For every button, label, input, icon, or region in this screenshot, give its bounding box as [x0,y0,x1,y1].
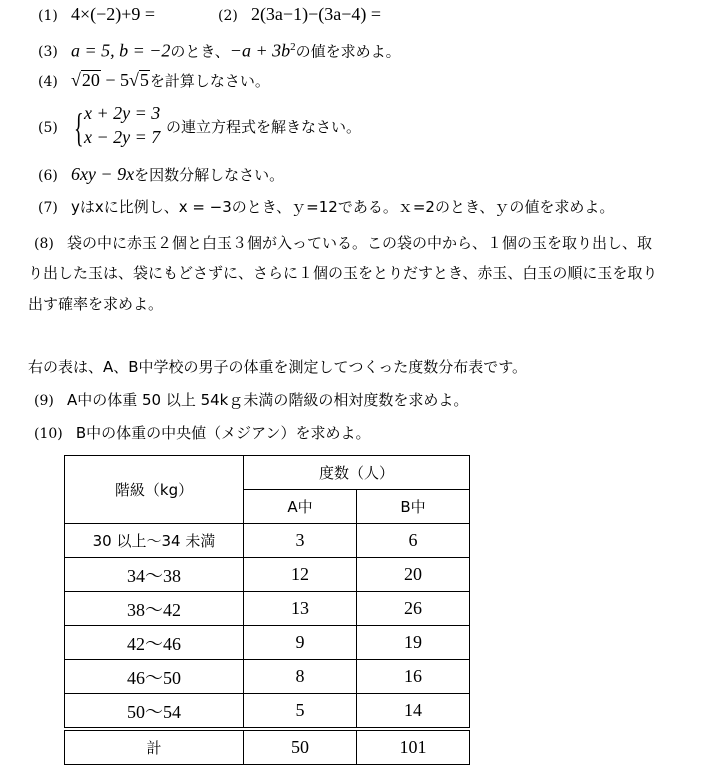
problem-8-line-2: り出した玉は、袋にもどさずに、さらに１個の玉をとりだすとき、赤玉、白玉の順に玉を取り [28,264,658,282]
total-a: 50 [244,729,357,765]
problem-expression: − 5 [100,70,129,90]
problem-10 [34,423,371,444]
table-total-row [65,729,470,765]
table-row [65,592,470,626]
problem-number: (2) [218,8,238,24]
class-cell: 42〜46 [65,626,244,660]
problem-expression: −a + 3b [229,40,291,61]
problem-text: B中の体重の中央値（メジアン）を求めよ。 [75,424,371,442]
equation-2: x − 2y = 7 [84,127,161,147]
problem-number: (10) [34,426,63,442]
a-count-cell: 13 [244,592,357,626]
problem-number: (8) [34,236,54,252]
problem-number: (4) [38,74,58,90]
problem-3 [38,37,401,62]
problem-text: を因数分解しなさい。 [134,166,285,184]
frequency-table [64,455,470,765]
table-row [65,694,470,730]
problem-text: の連立方程式を解きなさい。 [166,118,362,136]
problem-text: 袋の中に赤玉２個と白玉３個が入っている。この袋の中から、１個の玉を取り出し、取 [66,234,652,252]
problem-text: のとき、 [170,42,230,61]
header-class: 階級（kg） [65,456,244,524]
a-count-cell: 5 [244,694,357,730]
problem-6 [38,164,284,186]
problem-number: (3) [38,44,58,61]
a-count-cell: 9 [244,626,357,660]
class-cell: 50〜54 [65,694,244,730]
problem-7 [38,197,614,218]
radicand: 5 [139,70,149,90]
problem-8-line-3: 出す確率を求めよ。 [28,295,164,313]
problem-text: を計算しなさい。 [149,72,270,90]
table-row [65,558,470,592]
problem-number: (7) [38,200,58,216]
problem-expression: 6xy − 9x [70,164,135,184]
header-frequency: 度数（人） [244,456,470,490]
problem-2 [218,4,381,26]
exponent: 2 [290,41,296,53]
problem-5-number [38,117,66,138]
problem-number: (5) [38,120,58,136]
sqrt-icon: √ [70,70,81,90]
problem-number: (1) [38,8,58,24]
problem-text: A中の体重 50 以上 54kｇ未満の階級の相対度数を求めよ。 [66,391,469,409]
a-count-cell: 12 [244,558,357,592]
problem-9 [34,390,468,411]
class-cell: 34〜38 [65,558,244,592]
header-school-b: B中 [357,490,470,524]
sqrt-icon: √ [128,70,139,90]
a-count-cell: 3 [244,524,357,558]
header-school-a: A中 [244,490,357,524]
problem-text: yはxに比例し、x = −3のとき、ｙ=12である。ｘ=2のとき、ｙの値を求めよ。 [70,198,615,216]
problem-expression: 2(3a−1)−(3a−4) = [250,4,381,24]
equation-1: x + 2y = 3 [84,103,161,123]
total-label: 計 [65,729,244,765]
table-header-row [65,456,470,490]
b-count-cell: 6 [357,524,470,558]
problem-expression: a = 5, b = −2 [70,40,171,61]
problem-expression: 4×(−2)+9 = [70,4,156,24]
b-count-cell: 20 [357,558,470,592]
total-b: 101 [357,729,470,765]
problem-text: の値を求めよ。 [295,42,401,61]
b-count-cell: 16 [357,660,470,694]
table-row [65,524,470,558]
b-count-cell: 26 [357,592,470,626]
problem-8-line-1 [34,233,652,254]
b-count-cell: 19 [357,626,470,660]
problem-1 [38,4,155,26]
problem-number: (6) [38,168,58,184]
a-count-cell: 8 [244,660,357,694]
b-count-cell: 14 [357,694,470,730]
class-cell: 46〜50 [65,660,244,694]
left-brace-icon: { [74,105,84,150]
table-row [65,626,470,660]
problem-4 [38,70,270,92]
class-cell: 38〜42 [65,592,244,626]
table-row [65,660,470,694]
problem-number: (9) [34,393,54,409]
class-cell: 30 以上〜34 未満 [65,524,244,558]
radicand: 20 [81,70,100,90]
table-intro: 右の表は、A、B中学校の男子の体重を測定してつくった度数分布表です。 [28,358,528,376]
